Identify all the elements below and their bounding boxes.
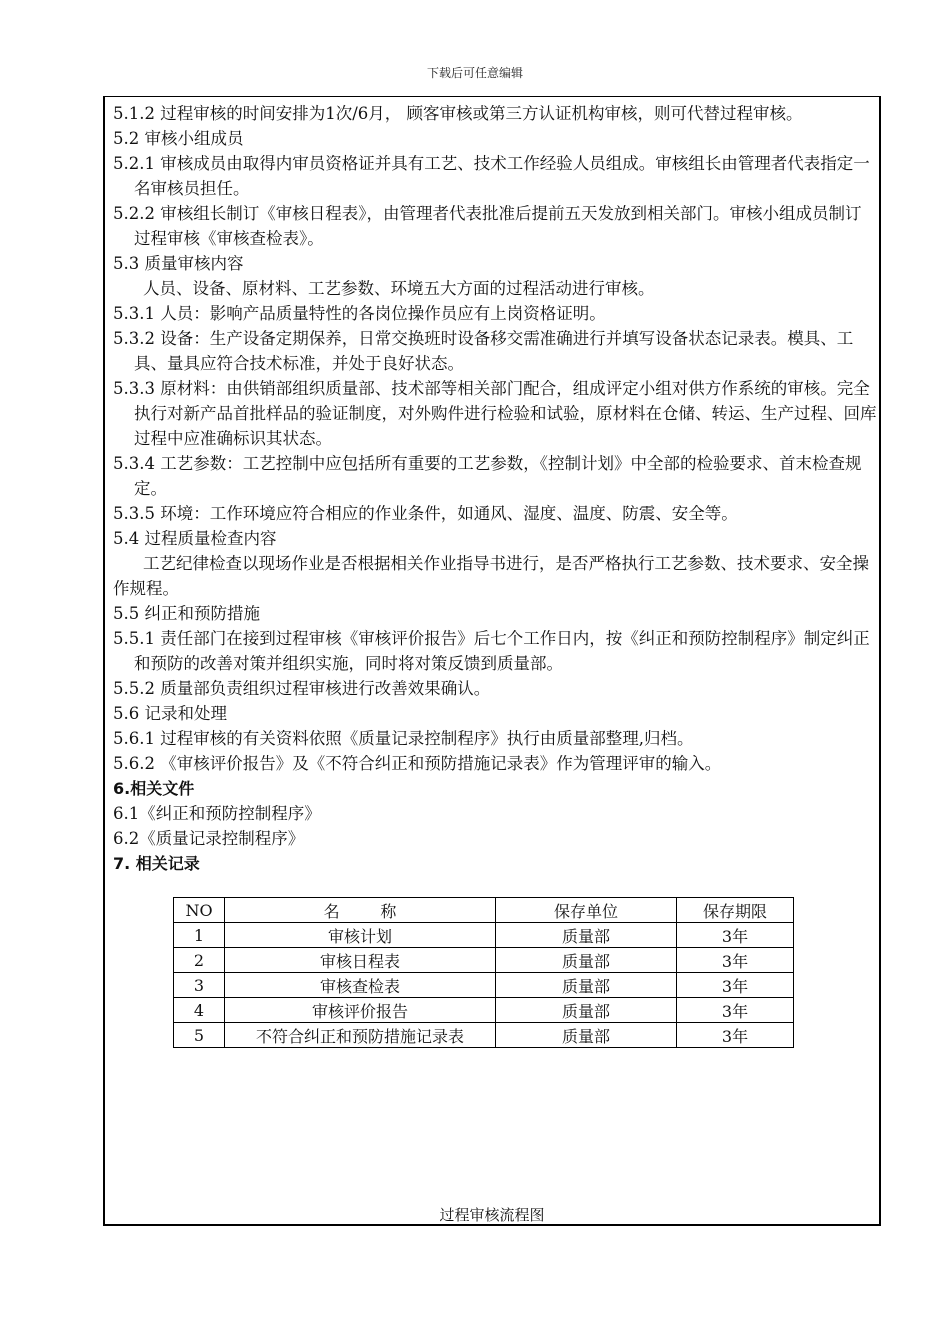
table-row <box>174 923 794 948</box>
cell-name: 审核查检表 <box>225 973 496 998</box>
document-frame <box>103 96 881 1226</box>
paragraph: 5.3.5 环境：工作环境应符合相应的作业条件，如通风、湿度、温度、防震、安全等。 <box>113 504 738 523</box>
header-period: 保存期限 <box>677 898 794 923</box>
cell-unit: 质量部 <box>496 1023 677 1048</box>
header-name: 名 称 <box>225 898 496 923</box>
cell-name: 审核评价报告 <box>225 998 496 1023</box>
flowchart-title: 过程审核流程图 <box>439 1206 545 1224</box>
records-table-header-row <box>174 898 794 923</box>
cell-no: 5 <box>174 1023 225 1048</box>
section-heading: 7. 相关记录 <box>113 854 200 873</box>
cell-unit: 质量部 <box>496 998 677 1023</box>
paragraph: 5.6.1 过程审核的有关资料依照《质量记录控制程序》执行由质量部整理,归档。 <box>113 729 694 748</box>
paragraph: 5.1.2 过程审核的时间安排为1次/6月， 顾客审核或第三方认证机构审核，则可代替过程审核。 <box>113 104 803 123</box>
cell-no: 1 <box>174 923 225 948</box>
cell-no: 4 <box>174 998 225 1023</box>
document-body <box>113 101 877 876</box>
cell-no: 3 <box>174 973 225 998</box>
cell-name: 审核日程表 <box>225 948 496 973</box>
paragraph: 5.3.3 原材料：由供销部组织质量部、技术部等相关部门配合，组成评定小组对供方作系统的审核。完全执行对新产品首批样品的验证制度，对外购件进行检验和试验，原材料在仓储、转运、生产过程、回库过程中应准确标识其状态。 <box>113 379 877 448</box>
header-unit: 保存单位 <box>496 898 677 923</box>
paragraph: 人员、设备、原材料、工艺参数、环境五大方面的过程活动进行审核。 <box>143 279 655 298</box>
paragraph: 5.5.2 质量部负责组织过程审核进行改善效果确认。 <box>113 679 491 698</box>
cell-period: 3年 <box>677 998 794 1023</box>
cell-no: 2 <box>174 948 225 973</box>
cell-unit: 质量部 <box>496 923 677 948</box>
table-row <box>174 1023 794 1048</box>
paragraph: 5.2.2 审核组长制订《审核日程表》，由管理者代表批准后提前五天发放到相关部门。审核小组成员制订过程审核《审核查检表》。 <box>113 204 862 248</box>
cell-name: 不符合纠正和预防措施记录表 <box>225 1023 496 1048</box>
paragraph: 5.3.2 设备：生产设备定期保养，日常交换班时设备移交需准确进行并填写设备状态记录表。模具、工具、量具应符合技术标准，并处于良好状态。 <box>113 329 854 373</box>
paragraph: 6.1《纠正和预防控制程序》 <box>113 804 321 823</box>
records-table <box>173 897 794 1048</box>
paragraph: 5.5.1 责任部门在接到过程审核《审核评价报告》后七个工作日内，按《纠正和预防控制程序》制定纠正和预防的改善对策并组织实施，同时将对策反馈到质量部。 <box>113 629 870 673</box>
table-row <box>174 973 794 998</box>
cell-period: 3年 <box>677 1023 794 1048</box>
cell-unit: 质量部 <box>496 973 677 998</box>
cell-period: 3年 <box>677 973 794 998</box>
cell-period: 3年 <box>677 923 794 948</box>
paragraph: 工艺纪律检查以现场作业是否根据相关作业指导书进行，是否严格执行工艺参数、技术要求、安全操作规程。 <box>113 554 869 598</box>
table-row <box>174 948 794 973</box>
paragraph: 5.2 审核小组成员 <box>113 129 244 148</box>
paragraph: 5.3 质量审核内容 <box>113 254 244 273</box>
paragraph: 6.2《质量记录控制程序》 <box>113 829 305 848</box>
paragraph: 5.3.1 人员：影响产品质量特性的各岗位操作员应有上岗资格证明。 <box>113 304 606 323</box>
paragraph: 5.2.1 审核成员由取得内审员资格证并具有工艺、技术工作经验人员组成。审核组长由管理者代表指定一名审核员担任。 <box>113 154 870 198</box>
paragraph: 5.5 纠正和预防措施 <box>113 604 260 623</box>
header-no: NO <box>174 898 225 923</box>
cell-period: 3年 <box>677 948 794 973</box>
paragraph: 5.6 记录和处理 <box>113 704 227 723</box>
paragraph: 5.6.2 《审核评价报告》及《不符合纠正和预防措施记录表》作为管理评审的输入。 <box>113 754 722 773</box>
table-row <box>174 998 794 1023</box>
paragraph: 5.3.4 工艺参数：工艺控制中应包括所有重要的工艺参数，《控制计划》中全部的检验要求、首末检查规定。 <box>113 454 862 498</box>
paragraph: 5.4 过程质量检查内容 <box>113 529 277 548</box>
cell-unit: 质量部 <box>496 948 677 973</box>
page-header-note: 下载后可任意编辑 <box>426 66 523 80</box>
cell-name: 审核计划 <box>225 923 496 948</box>
section-heading: 6.相关文件 <box>113 779 195 798</box>
